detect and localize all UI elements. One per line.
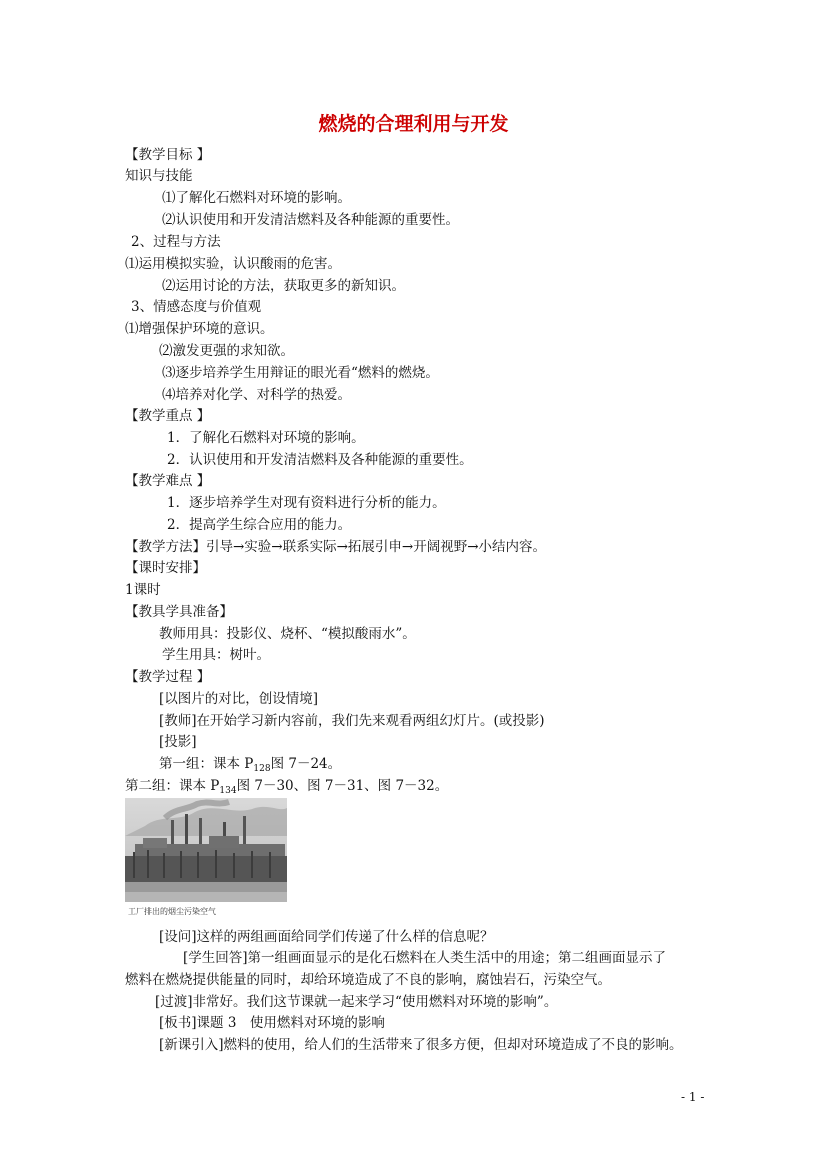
process-line-projection: [投影] (159, 734, 197, 750)
knowledge-item-1: ⑴了解化石燃料对环境的影响。 (162, 190, 351, 206)
factory-smoke-photo (125, 796, 287, 920)
transition-line: [过渡]非常好。我们这节课就一起来学习“使用燃料对环境的影响”。 (155, 994, 558, 1010)
document-title: 燃烧的合理利用与开发 (318, 113, 509, 135)
page-number: - 1 - (681, 1090, 705, 1104)
emotion-item-1: ⑴增强保护环境的意识。 (125, 321, 274, 337)
student-answer-line-2: 燃料在燃烧提供能量的同时，却给环境造成了不良的影响，腐蚀岩石，污染空气。 (125, 972, 611, 988)
student-materials: 学生用具：树叶。 (162, 647, 270, 663)
emotion-item-4: ⑷培养对化学、对科学的热爱。 (162, 387, 351, 403)
difficulty-1: 1．逐步培养学生对现有资料进行分析的能力。 (167, 495, 446, 511)
key-point-2: 2．认识使用和开发清洁燃料及各种能源的重要性。 (167, 452, 473, 468)
knowledge-heading: 知识与技能 (125, 168, 193, 184)
process-line-scene: [以图片的对比，创设情境] (159, 691, 319, 707)
key-point-1: 1．了解化石燃料对环境的影响。 (167, 430, 365, 446)
schedule-heading: 【课时安排】 (125, 560, 206, 576)
slide-group-1: 第一组：课本 $P_{128}$图 7－24。 (159, 756, 342, 774)
schedule-value: 1课时 (125, 582, 161, 598)
process-line-teacher: [教师]在开始学习新内容前，我们先来观看两组幻灯片。(或投影) (159, 713, 545, 729)
student-answer-line-1: [学生回答]第一组画面显示的是化石燃料在人类生活中的用途；第二组画面显示了 (183, 950, 667, 966)
emotion-item-2: ⑵激发更强的求知欲。 (159, 343, 294, 359)
knowledge-item-2: ⑵认识使用和开发清洁燃料及各种能源的重要性。 (162, 212, 459, 228)
question-line: [设问]这样的两组画面给同学们传递了什么样的信息呢？ (159, 929, 494, 945)
difficulty-2: 2．提高学生综合应用的能力。 (167, 517, 352, 533)
photo-caption: 工厂排出的烟尘污染空气 (128, 907, 216, 916)
emotion-item-3: ⑶逐步培养学生用辩证的眼光看“燃料的燃烧。 (162, 365, 439, 381)
board-line: [板书]课题 3 使用燃料对环境的影响 (159, 1015, 385, 1031)
difficulties-heading: 【教学难点 】 (125, 473, 211, 489)
key-points-heading: 【教学重点 】 (125, 408, 211, 424)
emotion-heading: 3、情感态度与价值观 (131, 299, 262, 315)
objectives-heading: 【教学目标 】 (125, 147, 211, 163)
process-method-heading: 2、过程与方法 (131, 234, 221, 250)
materials-heading: 【教具学具准备】 (125, 604, 233, 620)
teacher-materials: 教师用具：投影仪、烧杯、“模拟酸雨水”。 (159, 626, 416, 642)
process-method-item-2: ⑵运用讨论的方法，获取更多的新知识。 (162, 278, 405, 294)
teaching-method: 【教学方法】引导→实验→联系实际→拓展引申→开阔视野→小结内容。 (125, 539, 547, 555)
slide-group-2: 第二组：课本 $P_{134}$图 7－30、图 7－31、图 7－32。 (125, 778, 449, 796)
process-method-item-1: ⑴运用模拟实验，认识酸雨的危害。 (125, 256, 341, 272)
process-heading: 【教学过程 】 (125, 669, 211, 685)
introduction-line: [新课引入]燃料的使用，给人们的生活带来了很多方便，但却对环境造成了不良的影响。 (159, 1037, 683, 1053)
